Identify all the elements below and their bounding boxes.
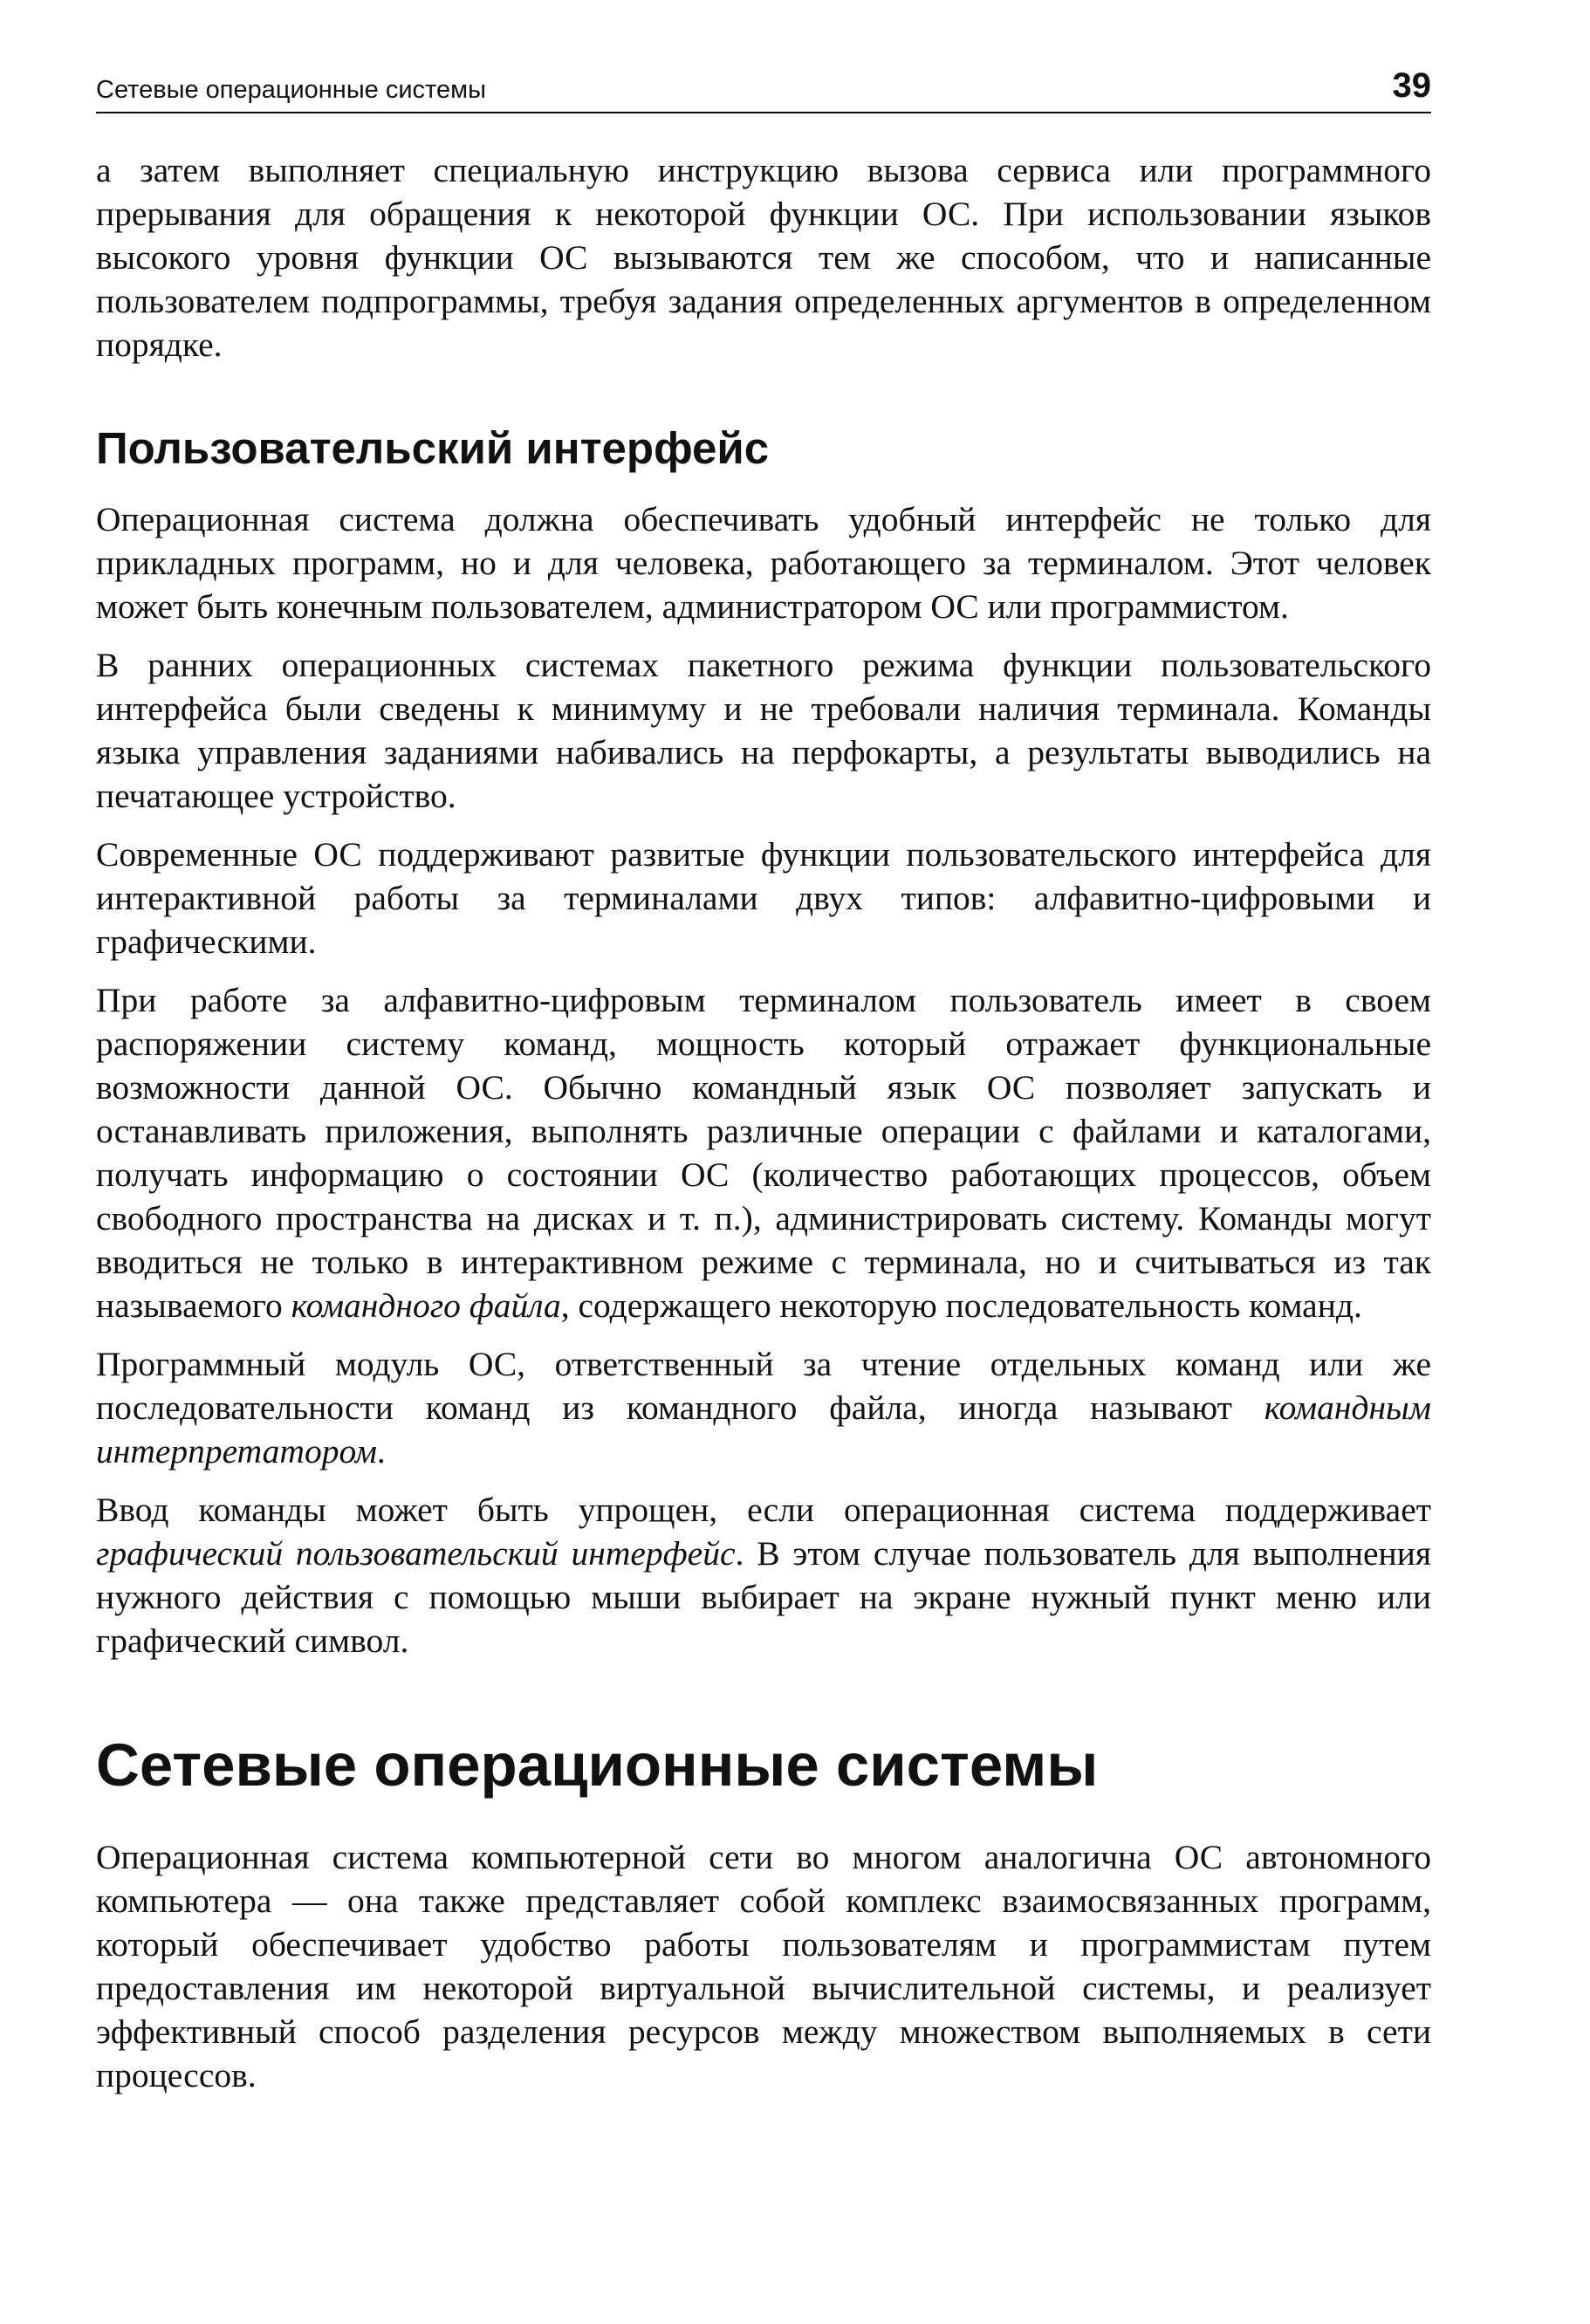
running-title: Сетевые операционные системы: [96, 76, 486, 104]
ui-paragraph-5-tail: .: [376, 1432, 386, 1470]
ui-paragraph-6-tail: . В этом случае пользователь для выполнения нужного действия с помощью мыши выбирает на экране нужный пункт меню или графический символ.: [96, 1534, 1432, 1660]
running-header: [96, 68, 1431, 113]
term-command-file: командного файла: [291, 1286, 561, 1325]
page-number: 39: [1392, 66, 1431, 105]
ui-paragraph-6-text: Ввод команды может быть упрощен, если операционная система поддерживает: [96, 1491, 1431, 1529]
ui-paragraph-6: [96, 1488, 1431, 1662]
ui-paragraph-1: Операционная система должна обеспечивать удобный интерфейс не только для прикладных программ, но и для человека, работающего за терминалом. Этот человек может быть конечным пользователем, администратором ОС или программистом.: [96, 500, 1431, 626]
ui-paragraph-4-tail: , содержащего некоторую последовательность команд.: [560, 1286, 1362, 1325]
ui-paragraph-5: [96, 1342, 1431, 1473]
section-heading-network-os: Сетевые операционные системы: [96, 1731, 1099, 1799]
ui-paragraph-3: Современные ОС поддерживают развитые функции пользовательского интерфейса для интерактивной работы за терминалами двух типов: алфавитно-цифровыми и графическими.: [96, 835, 1431, 961]
ui-paragraph-2: В ранних операционных системах пакетного режима функции пользовательского интерфейса были сведены к минимуму и не требовали наличия терминала. Команды языка управления заданиями набивались на перфокарты, а результаты выводились на печатающее устройство.: [96, 646, 1431, 815]
book-page: [96, 68, 1431, 2097]
intro-paragraph: а затем выполняет специальную инструкцию вызова сервиса или программного прерывания для обращения к некоторой функции ОС. При использовании языков высокого уровня функции ОС вызываются тем же способом, что и написанные пользователем подпрограммы, требуя задания определенных аргументов в определенном порядке.: [96, 151, 1431, 364]
ui-paragraph-4-text: При работе за алфавитно-цифровым терминалом пользователь имеет в своем распоряжении систему команд, мощность который отражает функциональные возможности данной ОС. Обычно командный язык ОС позволяет запускать и останавливать приложения, выполнять различные операции с файлами и каталогами, получать информацию о состоянии ОС (количество работающих процессов, объем свободного пространства на дисках и т. п.), администрировать систему. Команды могут вводиться не только в интерактивном режиме с терминала, но и считываться из так называемого: [96, 981, 1431, 1325]
ui-paragraph-5-text: Программный модуль ОС, ответственный за чтение отдельных команд или же последовательности команд из командного файла, иногда называют: [96, 1345, 1431, 1427]
ui-paragraph-4: [96, 978, 1431, 1327]
net-paragraph-1: Операционная система компьютерной сети во многом аналогична ОС автономного компьютера — она также представляет собой комплекс взаимосвязанных программ, который обеспечивает удобство работы пользователям и программистам путем предоставления им некоторой виртуальной вычислительной системы, и реализует эффективный способ разделения ресурсов между множеством выполняемых в сети процессов.: [96, 1838, 1431, 2094]
section-heading-user-interface: Пользовательский интерфейс: [96, 423, 770, 473]
term-command-interpreter: командным интерпретатором: [96, 1388, 1431, 1470]
term-graphical-user-interface: графический пользовательский интерфейс: [96, 1534, 736, 1573]
